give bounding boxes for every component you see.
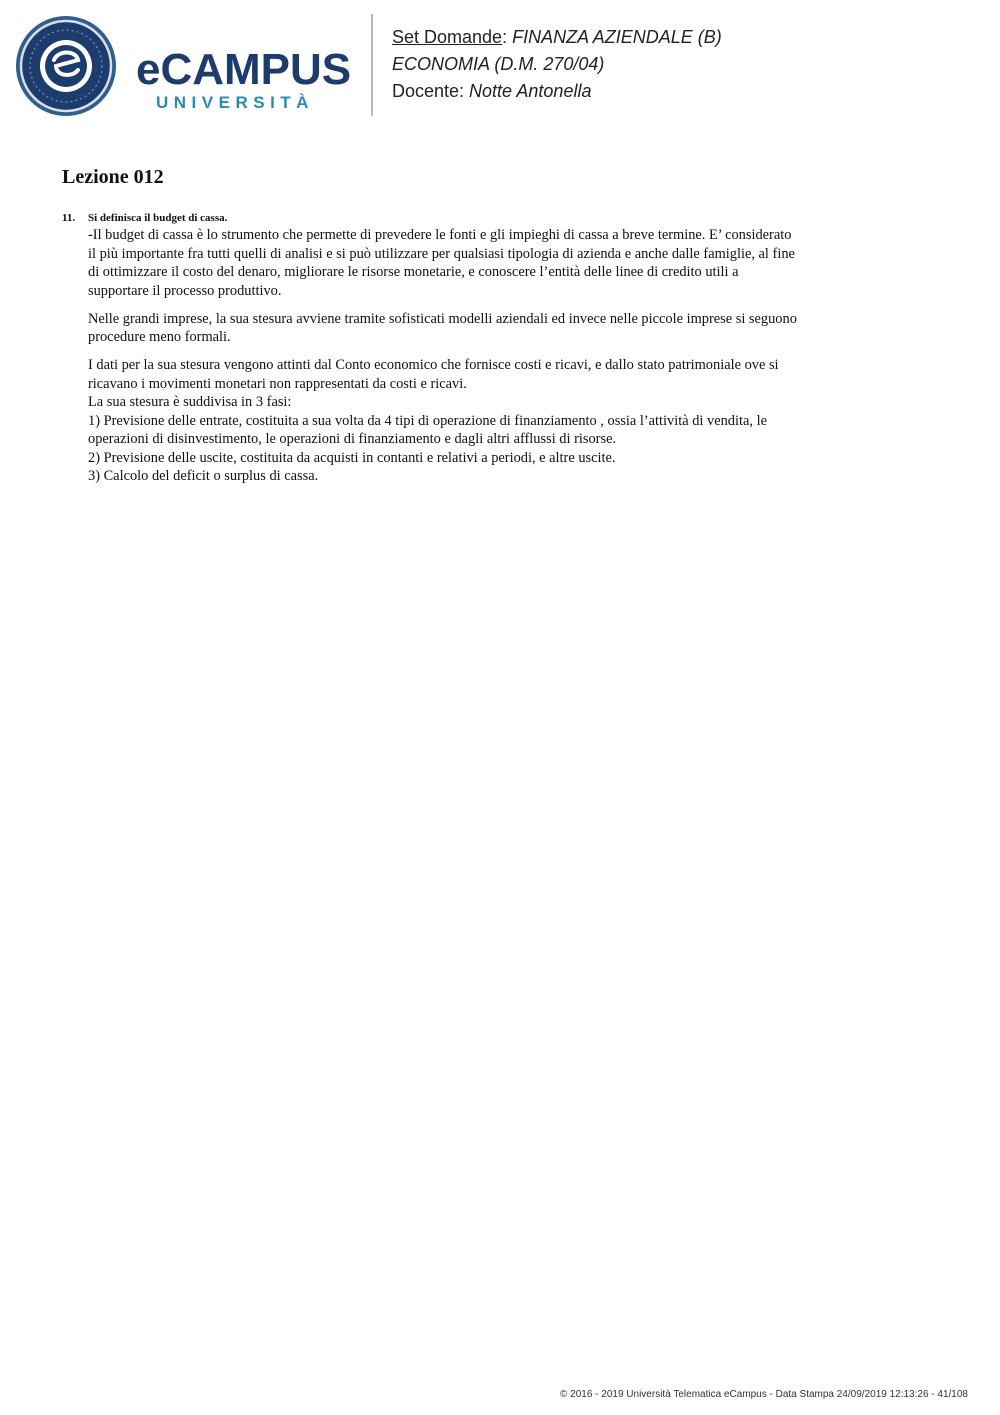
question-title: Si definisca il budget di cassa. — [88, 212, 228, 224]
phase-2: 2) Previsione delle uscite, costituita da acquisti in contanti e relativi a periodi, e altre uscite. — [88, 449, 616, 466]
ecampus-seal-icon — [14, 14, 118, 118]
course-info — [392, 24, 722, 105]
degree-line — [392, 51, 722, 78]
course-line — [392, 24, 722, 51]
answer-paragraph-3: I dati per la sua stesura vengono attinti dal Conto economico che fornisce costi e ricavi, e dallo stato patrimoniale ove si ricavano i movimenti monetari non rappresentati da costi e ricavi. — [88, 357, 779, 392]
degree-name: ECONOMIA (D.M. 270/04) — [392, 54, 605, 74]
phase-1: 1) Previsione delle entrate, costituita a sua volta da 4 tipi di operazione di finanziamento , ossia l’attività di vendita, le operazioni di disinvestimento, le operazioni di finanziamento e dagli altri afflussi di risorse. — [88, 412, 767, 447]
teacher-label: Docente: — [392, 81, 470, 101]
set-label: Set Domande — [392, 27, 503, 47]
question-number: 11. — [62, 212, 76, 224]
brand-wordmark: eCAMPUS — [136, 45, 352, 94]
answer-paragraph-1: -Il budget di cassa è lo strumento che permette di prevedere le fonti e gli impieghi di cassa a breve termine. E’ considerato il più importante fra tutti quelli di analisi e si può utilizzare per qualsiasi tipologia di azienda e anche dalle famiglie, al fine di ottimizzare il costo del denaro, migliorare le risorse monetarie, e conoscere l’entità delle linee di credito utili a supportare il processo produttivo. — [88, 227, 795, 299]
lesson-title: Lezione 012 — [62, 166, 164, 188]
phases-intro: La sua stesura è suddivisa in 3 fasi: — [88, 394, 292, 410]
page-header — [0, 0, 1000, 130]
question-block — [62, 210, 802, 486]
teacher-name: Notte Antonella — [469, 81, 592, 101]
page-footer: © 2016 - 2019 Università Telematica eCampus - Data Stampa 24/09/2019 12:13:26 - 41/108 — [560, 1389, 968, 1400]
header-divider — [371, 14, 373, 116]
brand-subtitle: UNIVERSITÀ — [156, 93, 314, 112]
answer-paragraph-2: Nelle grandi imprese, la sua stesura avviene tramite sofisticati modelli aziendali ed invece nelle piccole imprese si seguono procedure meno formali. — [88, 310, 797, 345]
question-heading — [62, 210, 802, 226]
answer-body — [88, 226, 802, 486]
ecampus-logo — [14, 14, 364, 118]
phase-3: 3) Calcolo del deficit o surplus di cassa. — [88, 468, 319, 484]
set-colon: : — [502, 27, 513, 47]
teacher-line — [392, 78, 722, 105]
course-name: FINANZA AZIENDALE (B) — [512, 27, 722, 47]
